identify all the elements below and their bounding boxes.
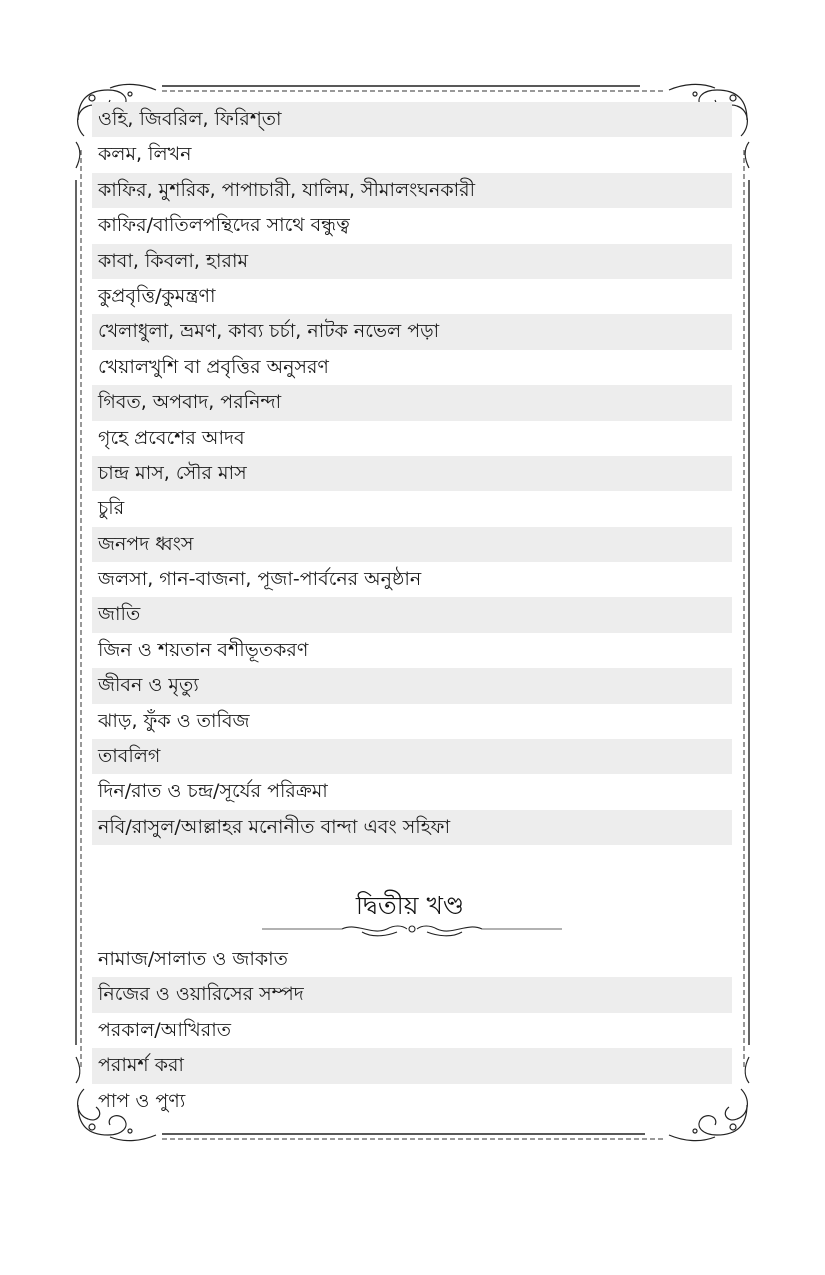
- list-item: নামাজ/সালাত ও জাকাত: [98, 948, 288, 970]
- list-item: গৃহে প্রবেশের আদব: [98, 426, 245, 449]
- list-item: জিন ও শয়তান বশীভূতকরণ: [98, 638, 309, 661]
- list-item: কলম, লিখন: [98, 143, 192, 166]
- list-item: চুরি: [98, 497, 125, 520]
- list-item: পরকাল/আখিরাত: [98, 1018, 232, 1041]
- list-item: নবি/রাসুল/আল্লাহর মনোনীত বান্দা এবং সহিফা: [92, 810, 732, 845]
- contents-list-upper: [92, 102, 732, 845]
- list-item: দিন/রাত ও চন্দ্র/সূর্যের পরিক্রমা: [98, 780, 328, 803]
- list-item: নিজের ও ওয়ারিসের সম্পদ: [92, 977, 732, 1012]
- list-item: কাবা, কিবলা, হারাম: [92, 244, 732, 279]
- list-item: খেয়ালখুশি বা প্রবৃত্তির অনুসরণ: [98, 355, 329, 378]
- list-item: কুপ্রবৃত্তি/কুমন্ত্রণা: [98, 284, 216, 307]
- list-item: তাবলিগ: [92, 739, 732, 774]
- list-item: ঝাড়, ফুঁক ও তাবিজ: [98, 709, 250, 732]
- section-heading: দ্বিতীয় খণ্ড: [355, 891, 465, 920]
- list-item: ওহি, জিবরিল, ফিরিশ্‌তা: [92, 102, 732, 137]
- heading-divider-ornament-icon: [262, 920, 562, 940]
- list-item: জাতি: [92, 597, 732, 632]
- list-item: জীবন ও মৃত্যু: [92, 668, 732, 703]
- list-item: কাফির/বাতিলপন্থিদের সাথে বন্ধুত্ব: [98, 214, 350, 237]
- list-item: জনপদ ধ্বংস: [92, 527, 732, 562]
- contents-list-lower: [92, 942, 732, 1119]
- list-item: জলসা, গান-বাজনা, পূজা-পার্বনের অনুষ্ঠান: [98, 568, 422, 591]
- list-item: গিবত, অপবাদ, পরনিন্দা: [92, 385, 732, 420]
- list-item: খেলাধুলা, ভ্রমণ, কাব্য চর্চা, নাটক নভেল পড়া: [92, 314, 732, 349]
- list-item: পরামর্শ করা: [92, 1048, 732, 1083]
- list-item: চান্দ্র মাস, সৌর মাস: [92, 456, 732, 491]
- list-item: পাপ ও পুণ্য: [98, 1089, 186, 1112]
- list-item: কাফির, মুশরিক, পাপাচারী, যালিম, সীমালংঘনকারী: [92, 173, 732, 208]
